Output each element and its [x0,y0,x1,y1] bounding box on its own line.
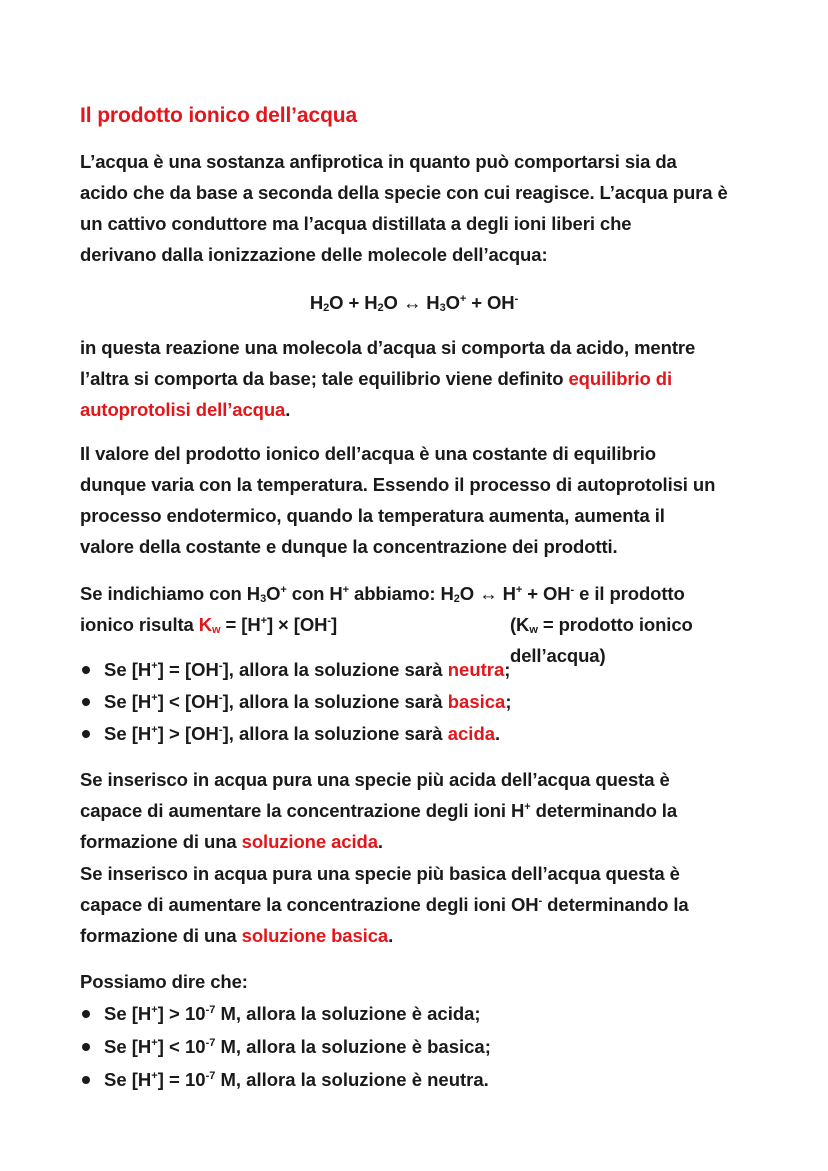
text-line: valore della costante e dunque la concentrazione dei prodotti. [80,536,618,557]
bullet-item: Se $[H^+] < 10^{-7}$ M, allora la soluzione è basica; [104,1031,491,1063]
paragraph-acidic-species [80,764,677,857]
text-line: processo endotermico, quando la temperatura aumenta, aumenta il [80,505,665,526]
text-line: acido che da base a seconda della specie con cui reagisce. L’acqua pura è [80,182,728,203]
text-line: Se inserisco in acqua pura una specie più basica dell’acqua questa è [80,863,680,884]
autoprotolysis-equation: $H_2O + H_2O$ ↔ $H_3O^+ + OH^-$ [309,292,519,314]
text-line: in questa reazione una molecola d’acqua si comporta da acido, mentre [80,337,696,358]
paragraph-equilibrium [80,332,695,425]
text-line: un cattivo conduttore ma l’acqua distillata a degli ioni liberi che [80,213,632,234]
paragraph-temperature [80,438,715,562]
bullet-icon [82,698,90,706]
paragraph-amphiprotic [80,146,728,270]
text-line: capace di aumentare la concentrazione degli ioni H+ determinando la [80,800,678,821]
highlight-term: equilibrio di [568,368,673,389]
kw-symbol: $K_w$ [198,614,221,636]
paragraph-basic-species [80,858,689,951]
bullet-item: Se $[H^+] > 10^{-7}$ M, allora la soluzione è acida; [104,998,481,1030]
bullet-icon [82,666,90,674]
paragraph-kw [80,578,780,666]
text-line: autoprotolisi dell’acqua. [80,399,291,420]
text-line: Se indichiamo con $H_3O^+$ con H+ abbiamo: $H_2O$ ↔ H+ + OH- e il prodotto [80,583,685,605]
bullet-item: Se $[H^+] = 10^{-7}$ M, allora la soluzione è neutra. [104,1064,489,1096]
text-line: ionico risulta $K_w = [H^+] \times [OH^-]$ ($K_w$ = prodotto ionico dell’acqua) [80,609,780,640]
text-line: Il valore del prodotto ionico dell’acqua è una costante di equilibrio [80,443,656,464]
text-line: L’acqua è una sostanza anfiprotica in quanto può comportarsi sia da [80,151,677,172]
text-line: l’altra si comporta da base; tale equilibrio viene definito equilibrio di [80,368,673,389]
bullet-item: Se [H+] < [OH-], allora la soluzione sarà basica; [104,686,512,718]
bullet-icon [82,1076,90,1084]
bullet-icon [82,1010,90,1018]
text-line: Se inserisco in acqua pura una specie più acida dell’acqua questa è [80,769,670,790]
text-line: capace di aumentare la concentrazione degli ioni OH- determinando la [80,894,689,915]
paragraph-conclusion: Possiamo dire che: [80,971,248,992]
text-line: formazione di una soluzione acida. [80,831,383,852]
kw-definition: ($K_w$ = prodotto ionico dell’acqua) [510,614,693,666]
bullet-item: Se [H+] > [OH-], allora la soluzione sarà acida. [104,718,500,750]
page-title: Il prodotto ionico dell’acqua [80,104,358,127]
bullet-item: Se [H+] = [OH-], allora la soluzione sarà neutra; [104,654,510,686]
text-line: derivano dalla ionizzazione delle molecole dell’acqua: [80,244,548,265]
text-line: dunque varia con la temperatura. Essendo il processo di autoprotolisi un [80,474,716,495]
bullet-icon [82,1043,90,1051]
highlight-term: autoprotolisi dell’acqua [80,399,286,420]
bullet-icon [82,730,90,738]
text-line: formazione di una soluzione basica. [80,925,394,946]
